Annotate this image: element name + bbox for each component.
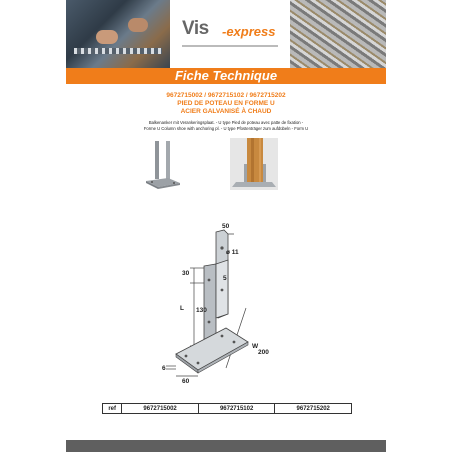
screws-photo xyxy=(290,0,386,68)
logo-express-text: -express xyxy=(222,24,276,39)
product-title-line2: ACIER GALVANISÉ À CHAUD xyxy=(180,108,272,115)
dim-5: 5 xyxy=(223,275,227,282)
table-row xyxy=(103,404,352,414)
logo xyxy=(170,0,290,68)
product-description xyxy=(66,120,386,131)
description-line2: Forme U Column shoe with anchoring pl. - U type Pfostenträger zum aufdübeln - Form U xyxy=(143,125,309,131)
installation-photo xyxy=(230,138,278,190)
table-cell-ref: 9672715002 xyxy=(122,404,199,414)
product-photo xyxy=(144,138,182,190)
dim-60: 60 xyxy=(182,378,190,385)
header xyxy=(66,0,386,68)
dim-width-top: 50 xyxy=(222,223,230,230)
dim-length-label: L xyxy=(180,305,184,312)
dim-thickness: 6 xyxy=(162,365,166,372)
table-cell-ref: 9672715202 xyxy=(275,404,352,414)
table-cell-ref-label: ref xyxy=(103,404,122,414)
logo-underline xyxy=(182,45,278,47)
technical-drawing xyxy=(162,218,286,388)
product-heading xyxy=(66,92,386,116)
product-refs: 9672715002 / 9672715102 / 9672715202 xyxy=(166,92,286,99)
drill-bits-shape xyxy=(74,48,162,54)
description-line1: Balkenanker mit Verankeringsplaat. - U type Pied de poteau avec patte de fixation - xyxy=(148,120,304,125)
footer-bar xyxy=(66,440,386,452)
dim-30: 30 xyxy=(182,270,190,277)
hand-shape xyxy=(96,30,118,44)
banner-title: Fiche Technique xyxy=(174,68,278,83)
dim-130: 130 xyxy=(196,307,207,314)
hand-shape xyxy=(128,18,148,32)
table-cell-ref: 9672715102 xyxy=(198,404,275,414)
product-title-line1: PIED DE POTEAU EN FORME U xyxy=(177,100,275,107)
dim-width-label: W xyxy=(252,343,259,350)
logo-vis-text: Vis xyxy=(182,18,209,39)
reference-table xyxy=(102,403,352,414)
dim-200: 200 xyxy=(258,349,269,356)
dim-hole-diameter: ø 11 xyxy=(226,249,239,256)
tools-photo xyxy=(66,0,170,68)
title-banner xyxy=(66,68,386,84)
datasheet-page xyxy=(66,0,386,452)
